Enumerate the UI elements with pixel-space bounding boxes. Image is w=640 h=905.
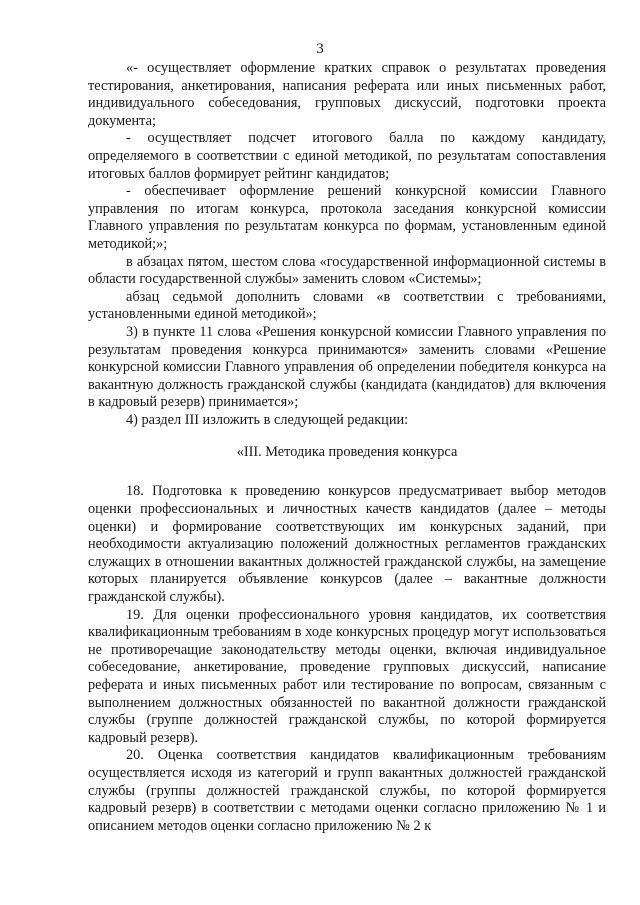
paragraph: 19. Для оценки профессионального уровня кандидатов, их соответствия квалификационным требованиям в ходе конкурсных процедур могут использоваться не противоречащие законодательству методы оценки, включая индивидуальное собеседование, анкетирование, проведение групповых дискуссий, написание реферата и иных письменных работ или тестирование по вопросам, связанным с выполнением должностных обязанностей по вакантной должности гражданской службы (группе должностей гражданской службы, по которой формируется кадровый резерв).: [88, 606, 606, 746]
paragraph: 3) в пункте 11 слова «Решения конкурсной комиссии Главного управления по результатам проведения конкурса принимаются» заменить словами «Решение конкурсной комиссии Главного управления об определении победителя конкурса на вакантную должность гражданской службы (кандидата (кандидатов) для включения в кадровый резерв) принимается»;: [88, 323, 606, 411]
paragraph: 18. Подготовка к проведению конкурсов предусматривает выбор методов оценки профессиональных и личностных качеств кандидатов (далее – методы оценки) и формирование соответствующих им конкурсных заданий, при необходимости актуализацию положений должностных регламентов гражданских служащих в отношении вакантных должностей гражданской службы, на замещение которых планируется объявление конкурсов (далее – вакантные должности гражданской службы).: [88, 483, 606, 606]
paragraph: - обеспечивает оформление решений конкурсной комиссии Главного управления по итогам конкурса, протокола заседания конкурсной комиссии Главного управления по результатам конкурса по формам, установленным единой методикой;»;: [88, 183, 606, 252]
paragraph: - осуществляет подсчет итогового балла по каждому кандидату, определяемого в соответствии с единой методикой, по результатам сопоставления итоговых баллов формирует рейтинг кандидатов;: [88, 130, 606, 182]
paragraph: абзац седьмой дополнить словами «в соответствии с требованиями, установленными единой методикой»;: [88, 288, 606, 323]
document-body: [88, 60, 606, 835]
paragraph: «- осуществляет оформление кратких справок о результатах проведения тестирования, анкетирования, написания реферата или иных письменных работ, индивидуального собеседования, групповых дискуссий, подготовки проекта документа;: [88, 60, 606, 129]
section-heading: «III. Методика проведения конкурса: [236, 444, 458, 461]
paragraph: 4) раздел III изложить в следующей редакции:: [126, 411, 409, 428]
page-number: 3: [316, 41, 324, 57]
paragraph: в абзацах пятом, шестом слова «государственной информационной системы в области государственной службы» заменить словом «Системы»;: [88, 253, 606, 288]
paragraph: 20. Оценка соответствия кандидатов квалификационным требованиям осуществляется исходя из категорий и групп вакантных должностей гражданской службы (группы должностей гражданской службы, по которой формируется кадровый резерв) в соответствии с методами оценки согласно приложению № 1 и описанием методов оценки согласно приложению № 2 к: [88, 747, 606, 834]
